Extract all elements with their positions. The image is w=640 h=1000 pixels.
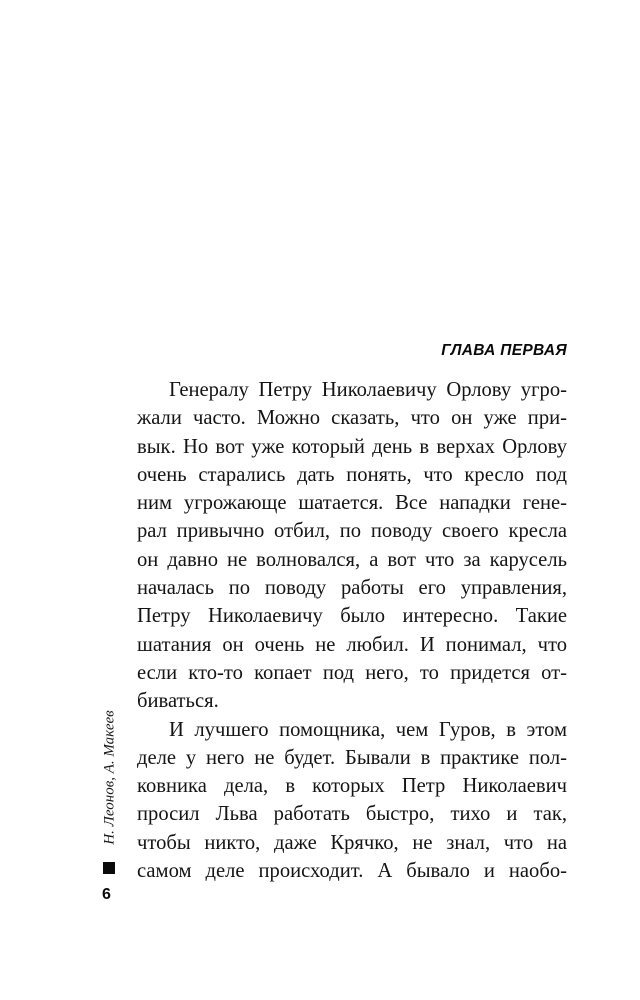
text-line: жали часто. Можно сказать, что он уже при- [137, 407, 567, 430]
paragraph [137, 376, 567, 716]
paragraph [137, 716, 567, 886]
page-number: 6 [102, 886, 111, 903]
text-line: И лучшего помощника, чем Гуров, в этом [169, 718, 567, 741]
running-head-authors: Н. Леонов, А. Макеев [101, 709, 118, 845]
chapter-title: ГЛАВА ПЕРВАЯ [441, 342, 567, 359]
text-line: рал привычно отбил, по поводу своего кресла [137, 520, 567, 543]
text-line: деле у него не будет. Бывали в практике пол- [137, 746, 567, 769]
running-head [96, 692, 124, 862]
text-line: чтобы никто, даже Крячко, не знал, что на [137, 831, 567, 854]
text-line: если кто-то копает под него, то придется от- [137, 661, 567, 684]
text-line: просил Льва работать быстро, тихо и так, [137, 803, 567, 826]
text-line: очень старались дать понять, что кресло под [137, 463, 567, 486]
text-line: Генералу Петру Николаевичу Орлову угро- [169, 379, 567, 401]
text-line: биваться. [137, 690, 219, 713]
body-text [137, 376, 567, 885]
text-line: он давно не волновался, а вот что за карусель [137, 548, 567, 571]
text-line: вык. Но вот уже который день в верхах Орлову [137, 435, 567, 458]
black-square-icon [103, 862, 115, 874]
text-line: шатания он очень не любил. И понимал, что [137, 633, 567, 656]
text-line: началась по поводу работы его управления, [137, 577, 567, 600]
text-line: ковника дела, в которых Петр Николаевич [137, 775, 567, 798]
text-line: ним угрожающе шатается. Все нападки гене- [137, 492, 567, 515]
text-line: самом деле происходит. А бывало и наобо- [137, 860, 567, 883]
text-line: Петру Николаевичу было интересно. Такие [137, 605, 567, 628]
